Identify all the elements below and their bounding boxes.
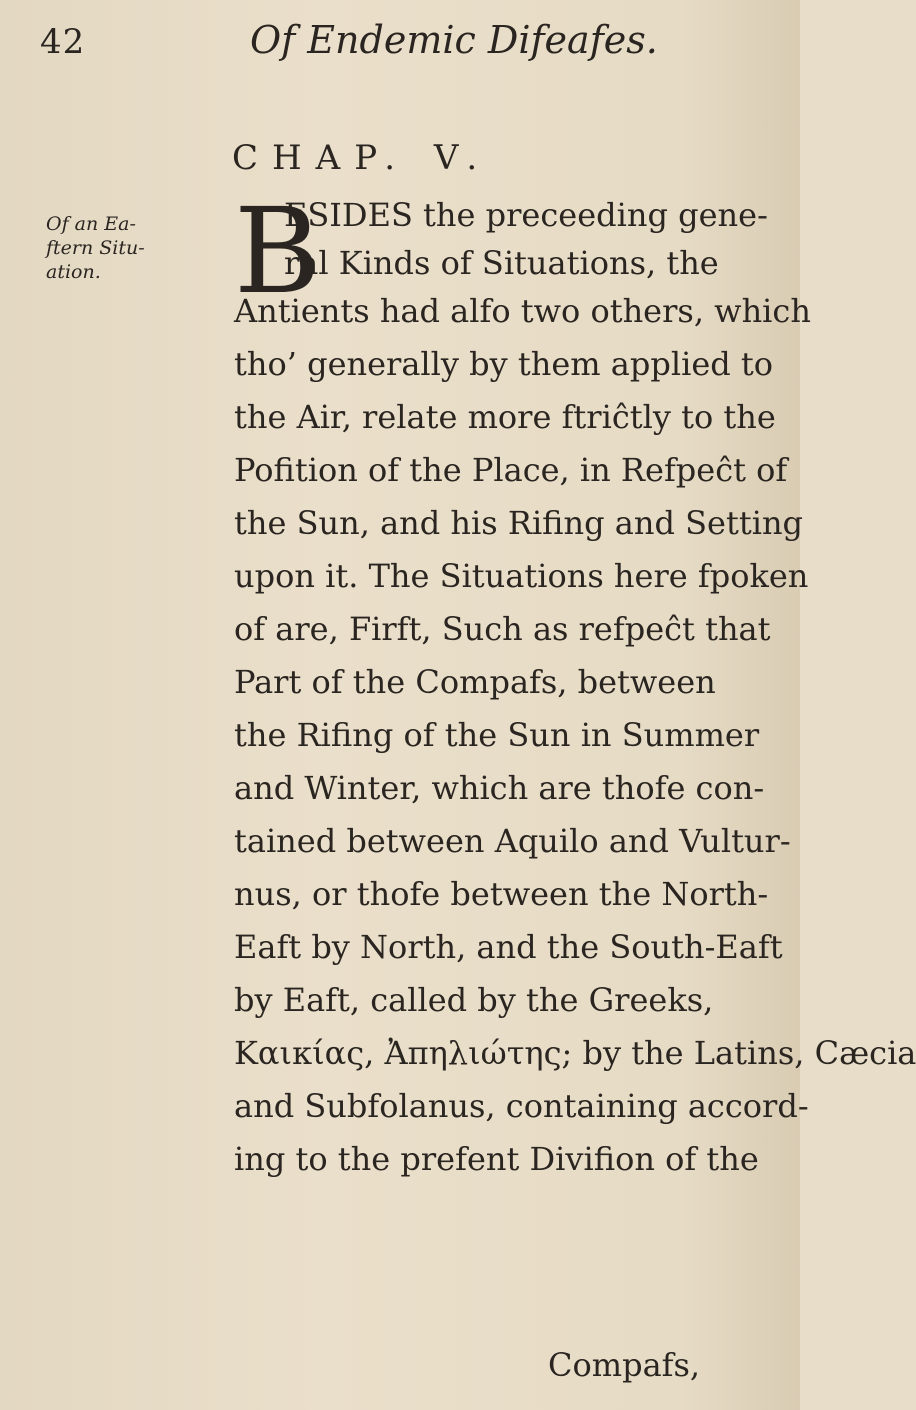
- chapter-heading: CHAP. V.: [232, 138, 492, 178]
- drop-cap: B: [234, 182, 321, 320]
- text-line: ESIDES the preceeding gene-: [284, 196, 768, 234]
- catchword: Compafs,: [548, 1346, 701, 1384]
- text-line: Eaft by North, and the South-Eaft: [234, 928, 783, 966]
- text-line: tained between Aquilo and Vultur-: [234, 822, 791, 860]
- margin-note-line: ation.: [46, 261, 101, 283]
- text-line: upon it. The Situations here fpoken: [234, 557, 809, 595]
- text-line: the Air, relate more ftriĉtly to the: [234, 398, 776, 436]
- margin-note: [46, 212, 176, 284]
- text-line: tho’ generally by them applied to: [234, 345, 774, 383]
- margin-note-line: Of an Ea-: [46, 213, 136, 235]
- text-line: Antients had alfo two others, which: [234, 292, 811, 330]
- running-title: Of Endemic Difeafes.: [250, 18, 658, 62]
- text-line: Pofition of the Place, in Refpeĉt of: [234, 451, 788, 489]
- text-line: ing to the prefent Divifion of the: [234, 1140, 759, 1178]
- text-line: by Eaft, called by the Greeks,: [234, 981, 714, 1019]
- text-line: and Subfolanus, containing accord-: [234, 1087, 809, 1125]
- page-number: 42: [40, 22, 86, 62]
- margin-note-line: ftern Situ-: [46, 237, 145, 259]
- text-line: of are, Firft, Such as refpeĉt that: [234, 610, 771, 648]
- text-line: and Winter, which are thofe con-: [234, 769, 765, 807]
- text-line: the Rifing of the Sun in Summer: [234, 716, 760, 754]
- text-line: Καικίας, Ἀπηλιώτης; by the Latins, Cæcia: [234, 1034, 916, 1072]
- text-line: nus, or thofe between the North-: [234, 875, 769, 913]
- text-line: Part of the Compafs, between: [234, 663, 716, 701]
- text-line: ral Kinds of Situations, the: [284, 244, 719, 282]
- text-line: the Sun, and his Rifing and Setting: [234, 504, 804, 542]
